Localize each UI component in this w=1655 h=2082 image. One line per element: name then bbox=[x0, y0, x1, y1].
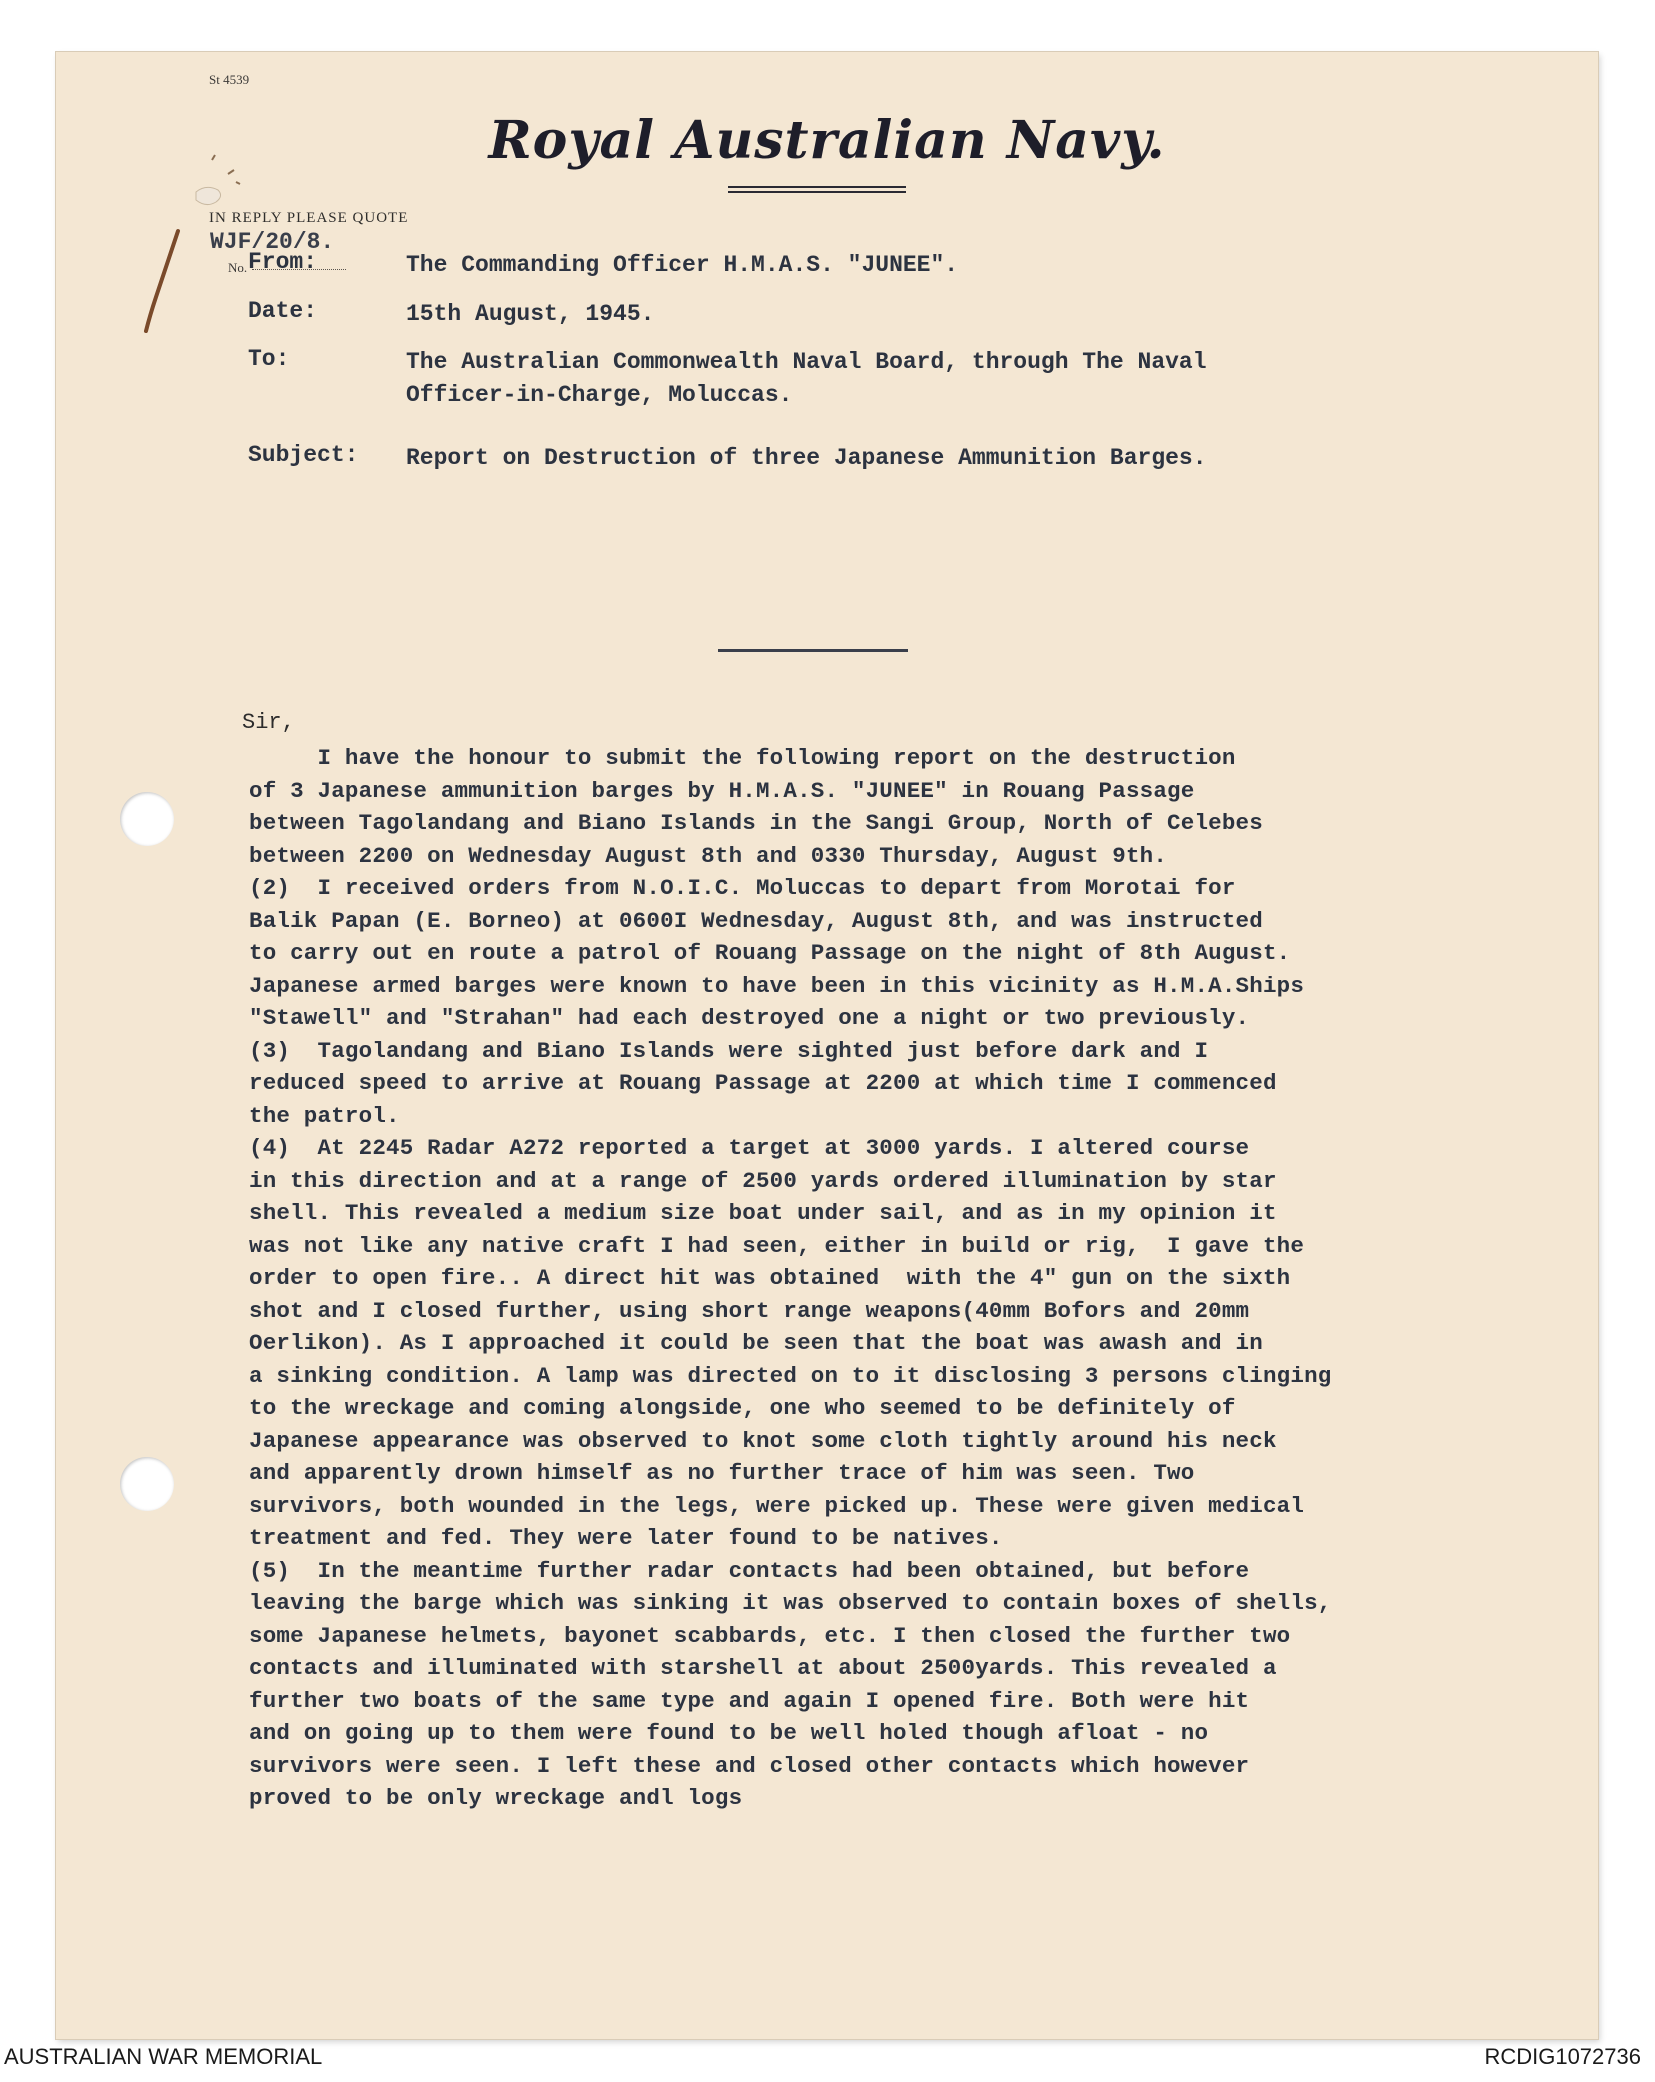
body-line: and apparently drown himself as no further trace of him was seen. Two bbox=[249, 1460, 1195, 1486]
letterhead-rule bbox=[728, 186, 906, 193]
body-line: proved to be only wreckage andl logs bbox=[249, 1785, 743, 1811]
header-subject-value: Report on Destruction of three Japanese Ammunition Barges. bbox=[406, 445, 1207, 471]
footer-record-id: RCDIG1072736 bbox=[1484, 2044, 1641, 2069]
form-code: St 4539 bbox=[209, 72, 250, 87]
salutation: Sir, bbox=[242, 710, 295, 735]
header-to-label: To: bbox=[248, 346, 290, 372]
reply-reference: WJF/20/8. bbox=[210, 229, 335, 255]
body-line: Oerlikon). As I approached it could be seen that the boat was awash and in bbox=[249, 1330, 1263, 1356]
report-body bbox=[249, 742, 1499, 1815]
reply-no-label: No. bbox=[228, 260, 248, 275]
header-date-value: 15th August, 1945. bbox=[406, 301, 655, 327]
body-line: (4) At 2245 Radar A272 reported a target at 3000 yards. I altered course bbox=[249, 1135, 1250, 1161]
body-line: Japanese appearance was observed to knot some cloth tightly around his neck bbox=[249, 1427, 1277, 1454]
body-line: "Stawell" and "Strahan" had each destroyed one a night or two previously. bbox=[249, 1005, 1250, 1031]
header-to-value: The Australian Commonwealth Naval Board, through The Naval Officer-in-Charge, Moluccas. bbox=[406, 349, 1207, 408]
body-line: Balik Papan (E. Borneo) at 0600I Wednesday, August 8th, and was instructed bbox=[249, 907, 1263, 934]
punch-hole-bottom bbox=[120, 1457, 174, 1511]
body-line: Japanese armed barges were known to have been in this vicinity as H.M.A.Ships bbox=[249, 972, 1305, 999]
body-line: some Japanese helmets, bayonet scabbards, etc. I then closed the further two bbox=[249, 1622, 1291, 1649]
header-subject-label: Subject: bbox=[248, 442, 359, 468]
reply-label: IN REPLY PLEASE QUOTE bbox=[209, 210, 409, 226]
body-line: further two boats of the same type and again I opened fire. Both were hit bbox=[249, 1687, 1250, 1714]
pen-stroke-mark bbox=[126, 227, 186, 337]
body-line: survivors were seen. I left these and closed other contacts which however bbox=[249, 1752, 1250, 1779]
letterhead-title: Royal Australian Navy. bbox=[488, 110, 1166, 171]
punch-hole-top bbox=[120, 792, 174, 846]
header-from-value: The Commanding Officer H.M.A.S. "JUNEE". bbox=[406, 252, 959, 278]
body-line: I have the honour to submit the following report on the destruction bbox=[249, 745, 1236, 771]
body-line: shot and I closed further, using short range weapons(40mm Bofors and 20mm bbox=[249, 1297, 1250, 1324]
body-line: survivors, both wounded in the legs, were picked up. These were given medical bbox=[249, 1492, 1305, 1519]
document-page bbox=[56, 52, 1598, 2039]
header-from-label: From: bbox=[248, 249, 318, 275]
body-line: and on going up to them were found to be well holed though afloat - no bbox=[249, 1720, 1209, 1746]
body-line: to the wreckage and coming alongside, one who seemed to be definitely of bbox=[249, 1395, 1236, 1421]
body-line: between Tagolandang and Biano Islands in the Sangi Group, North of Celebes bbox=[249, 810, 1263, 836]
body-line: reduced speed to arrive at Rouang Passage at 2200 at which time I commenced bbox=[249, 1070, 1277, 1096]
body-line: of 3 Japanese ammunition barges by H.M.A.S. "JUNEE" in Rouang Passage bbox=[249, 777, 1195, 804]
body-line: (5) In the meantime further radar contacts had been obtained, but before bbox=[249, 1557, 1250, 1584]
body-line: in this direction and at a range of 2500 yards ordered illumination by star bbox=[249, 1167, 1277, 1194]
body-line: shell. This revealed a medium size boat under sail, and as in my opinion it bbox=[249, 1200, 1277, 1226]
body-line: to carry out en route a patrol of Rouang Passage on the night of 8th August. bbox=[249, 940, 1291, 966]
footer-source: AUSTRALIAN WAR MEMORIAL bbox=[4, 2044, 323, 2069]
body-line: (2) I received orders from N.O.I.C. Moluccas to depart from Morotai for bbox=[249, 875, 1236, 901]
body-line: was not like any native craft I had seen, either in build or rig, I gave the bbox=[249, 1232, 1305, 1259]
header-date-label: Date: bbox=[248, 298, 318, 324]
body-line: leaving the barge which was sinking it was observed to contain boxes of shells, bbox=[249, 1590, 1332, 1616]
body-line: order to open fire.. A direct hit was obtained with the 4" gun on the sixth bbox=[249, 1265, 1291, 1291]
body-line: the patrol. bbox=[249, 1102, 400, 1129]
body-line: (3) Tagolandang and Biano Islands were sighted just before dark and I bbox=[249, 1037, 1209, 1064]
body-line: treatment and fed. They were later found to be natives. bbox=[249, 1525, 1003, 1551]
body-line: a sinking condition. A lamp was directed on to it disclosing 3 persons clinging bbox=[249, 1362, 1332, 1389]
separator-rule bbox=[718, 649, 908, 652]
body-line: between 2200 on Wednesday August 8th and 0330 Thursday, August 9th. bbox=[249, 842, 1168, 869]
body-line: contacts and illuminated with starshell at about 2500yards. This revealed a bbox=[249, 1655, 1277, 1681]
